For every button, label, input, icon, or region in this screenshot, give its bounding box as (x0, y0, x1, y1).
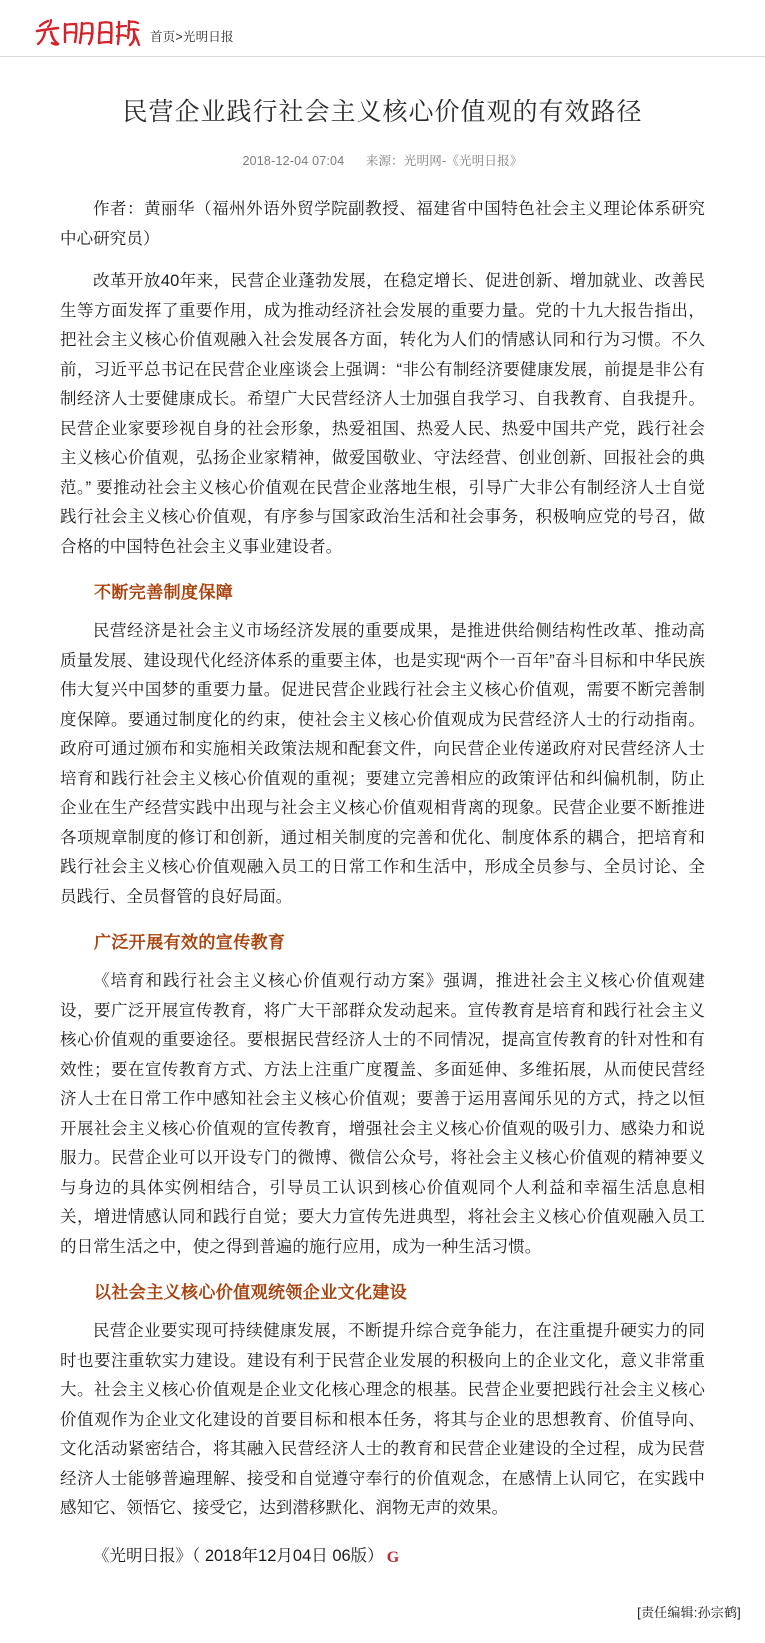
guangming-daily-logo[interactable] (34, 14, 140, 50)
paragraph-1: 改革开放40年来，民营企业蓬勃发展，在稳定增长、促进创新、增加就业、改善民生等方面发挥了重要作用，成为推动经济社会发展的重要力量。党的十九大报告指出，把社会主义核心价值观融入社会发展各方面，转化为人们的情感认同和行为习惯。不久前，习近平总书记在民营企业座谈会上强调：“非公有制经济要健康发展，前提是非公有制经济人士要健康成长。希望广大民营经济人士加强自我学习、自我教育、自我提升。民营企业家要珍视自身的社会形象，热爱祖国、热爱人民、热爱中国共产党，践行社会主义核心价值观，弘扬企业家精神，做爱国敬业、守法经营、创业创新、回报社会的典范。” 要推动社会主义核心价值观在民营企业落地生根，引导广大非公有制经济人士自觉践行社会主义核心价值观，有序参与国家政治生活和社会事务，积极响应党的号召，做合格的中国特色社会主义事业建设者。 (60, 272, 705, 556)
editor-credit: [责任编辑:孙宗鹤] (637, 1604, 741, 1620)
paragraph-3: 《培育和践行社会主义核心价值观行动方案》强调，推进社会主义核心价值观建设，要广泛开展宣传教育，将广大干部群众发动起来。宣传教育是培育和践行社会主义核心价值观的重要途径。要根据民营经济人士的不同情况，提高宣传教育的针对性和有效性；要在宣传教育方式、方法上注重广度覆盖、多面延伸、多维拓展，从而使民营经济人士在日常工作中感知社会主义核心价值观；要善于运用喜闻乐见的方式，持之以恒开展社会主义核心价值观的宣传教育，增强社会主义核心价值观的吸引力、感染力和说服力。民营企业可以开设专门的微博、微信公众号，将社会主义核心价值观的精神要义与身边的具体实例相结合，引导员工认识到核心价值观同个人利益和幸福生活息息相关，增进情感认同和践行自觉；要大力宣传先进典型，将社会主义核心价值观融入员工的日常生活之中，使之得到普遍的施行应用，成为一种生活习惯。 (60, 972, 705, 1256)
article-meta (60, 151, 705, 169)
section-heading-3: 以社会主义核心价值观统领企业文化建设 (94, 1283, 408, 1302)
guangming-g-icon: G (386, 1548, 400, 1566)
site-header (0, 0, 765, 57)
section-heading-2: 广泛开展有效的宣传教育 (94, 933, 286, 952)
print-edition-line (60, 1542, 705, 1572)
section-heading-1: 不断完善制度保障 (94, 583, 234, 602)
article-body (60, 195, 705, 1572)
print-edition-text: 《光明日报》（ 2018年12月04日 06版） (93, 1546, 384, 1565)
author-line: 作者：黄丽华（福州外语外贸学院副教授、福建省中国特色社会主义理论体系研究中心研究员） (60, 200, 705, 248)
page-title: 民营企业践行社会主义核心价值观的有效路径 (122, 99, 643, 126)
article-container (0, 95, 765, 1572)
paragraph-4: 民营企业要实现可持续健康发展，不断提升综合竞争能力，在注重提升硬实力的同时也要注重软实力建设。建设有利于民营企业发展的积极向上的企业文化，意义非常重大。社会主义核心价值观是企业文化核心理念的根基。民营企业要把践行社会主义核心价值观作为企业文化建设的首要目标和根本任务，将其与企业的思想教育、价值导向、文化活动紧密结合，将其融入民营经济人士的教育和民营企业建设的全过程，成为民营经济人士能够普遍理解、接受和自觉遵守奉行的价值观念，在感情上认同它，在实践中感知它、领悟它、接受它，达到潜移默化、润物无声的效果。 (60, 1322, 705, 1517)
paragraph-2: 民营经济是社会主义市场经济发展的重要成果，是推进供给侧结构性改革、推动高质量发展、建设现代化经济体系的重要主体，也是实现“两个一百年”奋斗目标和中华民族伟大复兴中国梦的重要力量。促进民营企业践行社会主义核心价值观，需要不断完善制度保障。要通过制度化的约束，使社会主义核心价值观成为民营经济人士的行动指南。政府可通过颁布和实施相关政策法规和配套文件，向民营企业传递政府对民营经济人士培育和践行社会主义核心价值观的重视；要建立完善相应的政策评估和纠偏机制，防止企业在生产经营实践中出现与社会主义核心价值观相背离的现象。民营企业要不断推进各项规章制度的修订和创新，通过相关制度的完善和优化、制度体系的耦合，把培育和践行社会主义核心价值观融入员工的日常工作和生活中，形成全员参与、全员讨论、全员践行、全员督管的良好局面。 (60, 622, 705, 906)
publish-time: 2018-12-04 07:04 (242, 154, 345, 168)
breadcrumb[interactable]: 首页>光明日报 (150, 30, 234, 44)
logo-calligraphy-icon (34, 14, 140, 50)
article-source: 来源：光明网-《光明日报》 (365, 154, 523, 168)
